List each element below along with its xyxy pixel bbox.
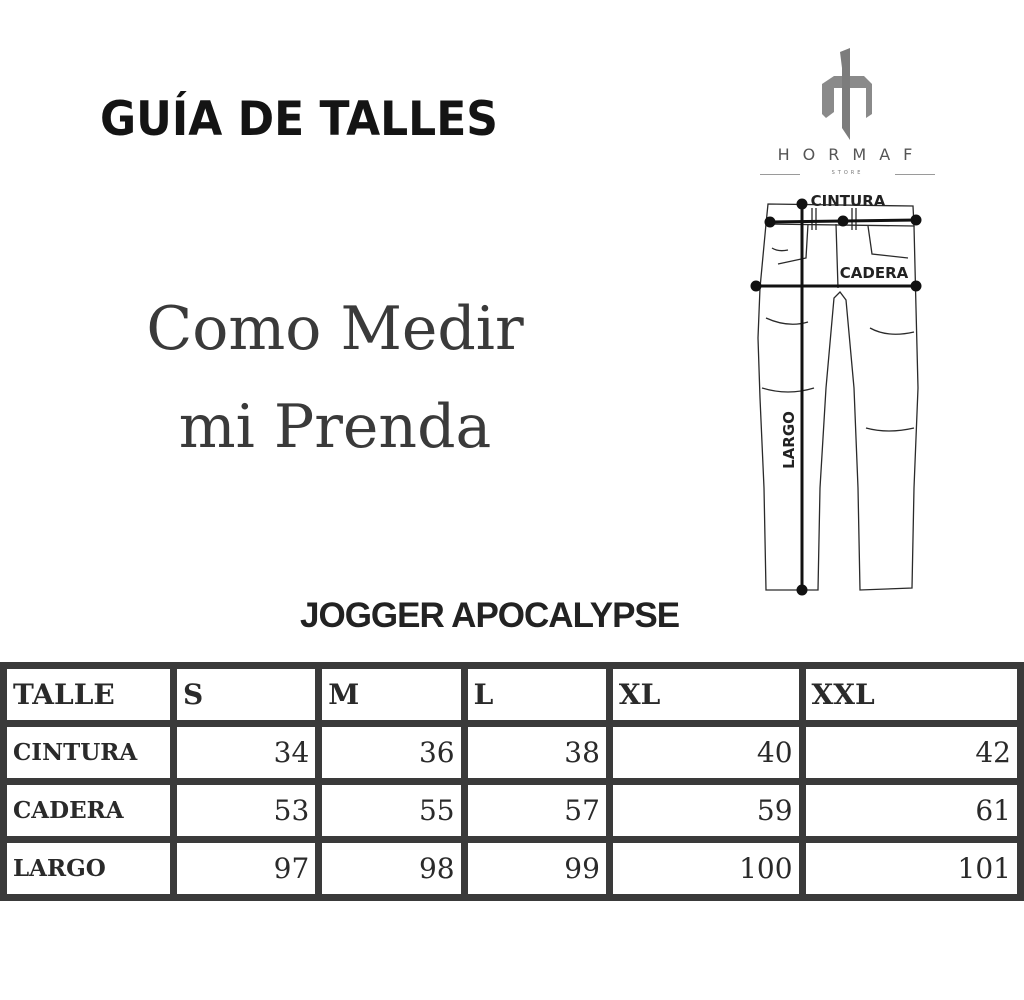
hip-label: CADERA — [839, 264, 909, 282]
header-cell-size: XL — [609, 666, 802, 724]
table-cell: 38 — [464, 724, 609, 782]
brand-name: HORMAF — [777, 145, 926, 164]
table-cell: 34 — [174, 724, 319, 782]
row-label: CADERA — [4, 782, 174, 840]
header-cell-size: S — [174, 666, 319, 724]
header-cell-size: XXL — [802, 666, 1020, 724]
product-title: JOGGER APOCALYPSE — [300, 596, 680, 635]
waist-label: CINTURA — [810, 192, 886, 210]
table-cell: 99 — [464, 840, 609, 898]
brand-logo — [760, 48, 935, 178]
how-to-line-1: Como Medir — [146, 294, 524, 364]
table-cell: 57 — [464, 782, 609, 840]
table-row — [4, 840, 1021, 898]
hormaf-logo-icon — [820, 48, 875, 140]
table-cell: 53 — [174, 782, 319, 840]
length-label: LARGO — [780, 411, 798, 469]
table-cell: 42 — [802, 724, 1020, 782]
table-cell: 40 — [609, 724, 802, 782]
table-cell: 100 — [609, 840, 802, 898]
table-cell: 101 — [802, 840, 1020, 898]
table-cell: 97 — [174, 840, 319, 898]
header-cell-size: L — [464, 666, 609, 724]
row-label: LARGO — [4, 840, 174, 898]
header-cell-size: M — [319, 666, 464, 724]
how-to-measure-heading — [140, 280, 530, 476]
table-header-row — [4, 666, 1021, 724]
table-row — [4, 782, 1021, 840]
table-cell: 36 — [319, 724, 464, 782]
page-title: GUÍA DE TALLES — [100, 92, 498, 148]
brand-divider-right — [895, 174, 935, 175]
size-chart-table — [0, 662, 1024, 901]
brand-divider-left — [760, 174, 800, 175]
table-cell: 59 — [609, 782, 802, 840]
table-cell: 55 — [319, 782, 464, 840]
row-label: CINTURA — [4, 724, 174, 782]
table-row — [4, 724, 1021, 782]
how-to-line-2: mi Prenda — [178, 392, 492, 462]
table-cell: 98 — [319, 840, 464, 898]
table-cell: 61 — [802, 782, 1020, 840]
pants-measurement-diagram — [748, 188, 928, 608]
brand-sub: STORE — [831, 170, 864, 176]
header-cell-talle: TALLE — [4, 666, 174, 724]
